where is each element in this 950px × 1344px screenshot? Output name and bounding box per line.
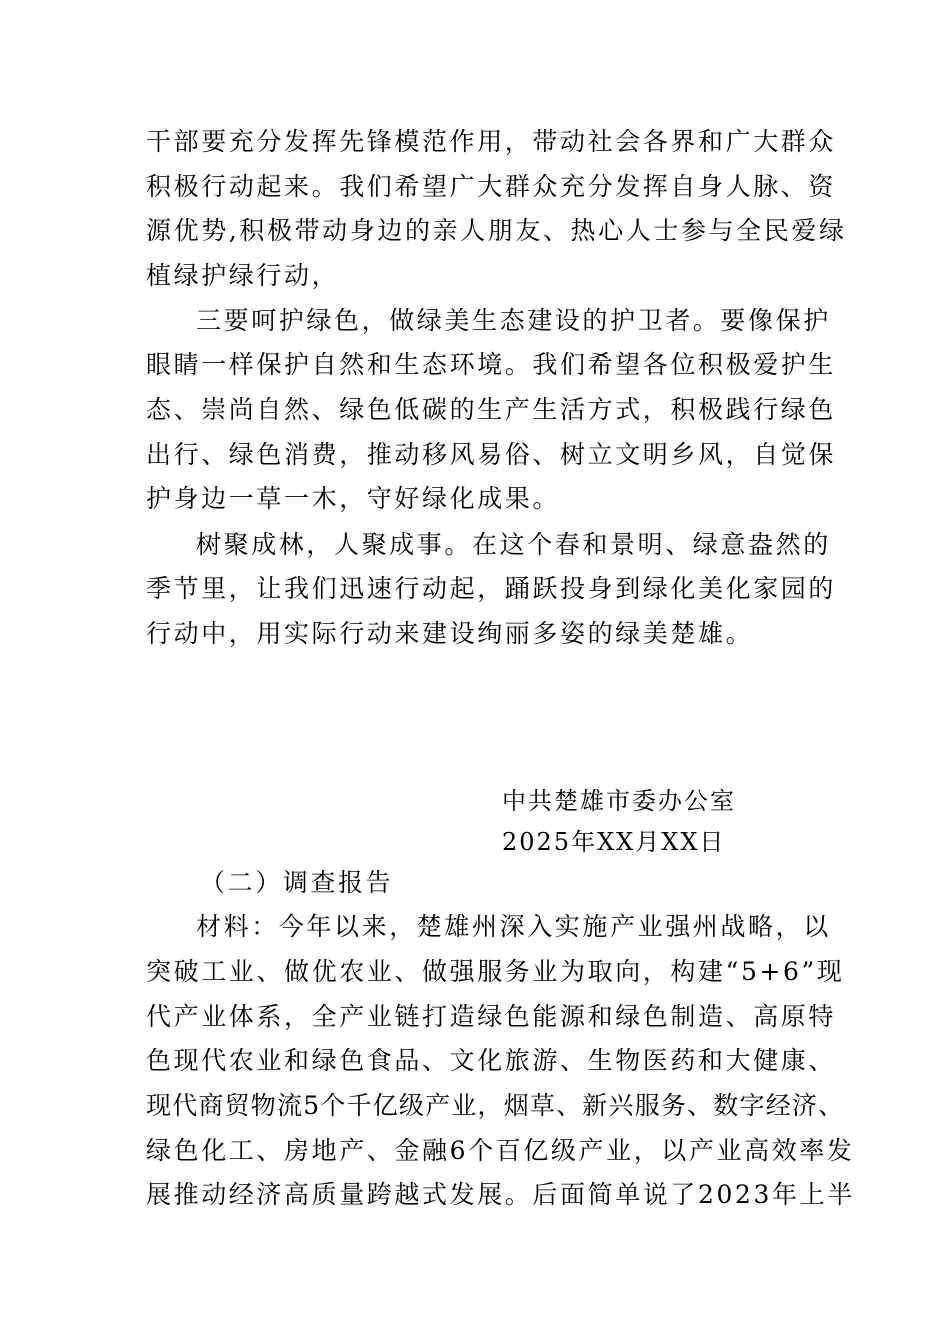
body-text-line: 季节里，让我们迅速行动起，踊跃投身到绿化美化家园的 <box>146 574 837 603</box>
body-text-line: 干部要充分发挥先锋模范作用，带动社会各界和广大群众 <box>146 127 837 156</box>
material-text-line: 材料：今年以来，楚雄州深入实施产业强州战略，以 <box>196 912 831 941</box>
body-text-line: 行动中，用实际行动来建设绚丽多姿的绿美楚雄。 <box>146 619 754 648</box>
body-text-line: 树聚成林，人聚成事。在这个春和景明、绿意盎然的 <box>196 530 831 559</box>
material-text-line: 色现代农业和绿色食品、文化旅游、生物医药和大健康、 <box>146 1046 837 1075</box>
signature-date: 2025年XX月XX日 <box>502 828 726 856</box>
body-text-line: 出行、绿色消费，推动移风易俗、树立文明乡风，自觉保 <box>146 440 837 469</box>
body-text-line: 积极行动起来。我们希望广大群众充分发挥自身人脉、资 <box>146 172 837 201</box>
material-text-line: 展推动经济高质量跨越式发展。后面简单说了2023年上半 <box>146 1180 855 1209</box>
material-text-line: 绿色化工、房地产、金融6个百亿级产业，以产业高效率发 <box>146 1136 855 1165</box>
signature-org: 中共楚雄市委办公室 <box>502 787 736 815</box>
material-text-line: 代产业体系，全产业链打造绿色能源和绿色制造、高原特 <box>146 1002 837 1031</box>
body-text-line: 护身边一草一木，守好绿化成果。 <box>146 484 561 513</box>
body-text-line: 植绿护绿行动， <box>146 261 340 290</box>
body-text-line: 眼睛一样保护自然和生态环境。我们希望各位积极爱护生 <box>146 350 837 379</box>
body-text-line: 态、崇尚自然、绿色低碳的生产生活方式，积极践行绿色 <box>146 395 837 424</box>
material-text-line: 现代商贸物流5个千亿级产业，烟草、新兴服务、数字经济、 <box>146 1091 845 1120</box>
body-text-line: 三要呵护绿色，做绿美生态建设的护卫者。要像保护 <box>196 306 831 335</box>
material-text-line: 突破工业、做优农业、做强服务业为取向，构建“5+6”现 <box>146 957 845 986</box>
body-text-line: 源优势,积极带动身边的亲人朋友、热心人士参与全民爱绿 <box>146 216 847 245</box>
section-heading: （二）调查报告 <box>200 868 394 897</box>
